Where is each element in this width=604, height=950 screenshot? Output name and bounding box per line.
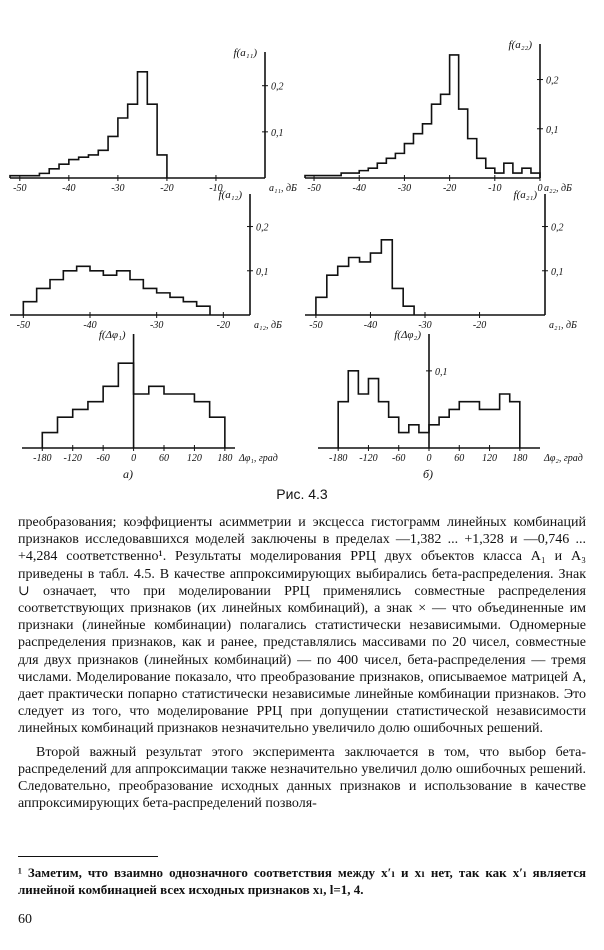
histogram-a11-y-tick-label-1: 0,2	[271, 81, 284, 93]
histogram-dphi1-y-label: f(Δφ₁)	[98, 329, 126, 341]
histogram-a21-y-tick-label-1: 0,2	[551, 222, 564, 234]
histogram-a11-group	[10, 47, 297, 194]
histogram-a21-y-tick-label-0: 0,1	[551, 266, 564, 278]
figure-caption: Рис. 4.3	[276, 486, 328, 502]
histogram-dphi1-x-tick-label-5: 120	[186, 453, 202, 464]
histogram-a12-x-tick-label-0: -50	[16, 320, 31, 331]
histogram-dphi2-bar-9	[429, 425, 439, 448]
histogram-a21-bar-5	[370, 253, 381, 315]
histogram-a22-y-label: f(a₂₂)	[508, 39, 532, 51]
histogram-dphi2-x-tick-label-5: 120	[482, 453, 498, 464]
histogram-dphi1-x-tick-label-4: 60	[159, 453, 169, 464]
histogram-a12-y-tick-label-0: 0,1	[256, 266, 269, 278]
histogram-a21-group	[305, 189, 577, 331]
histogram-dphi2-x-tick-label-4: 60	[454, 453, 465, 464]
page-number: 60	[18, 912, 32, 927]
histogram-a22-bar-1	[341, 173, 359, 178]
histogram-a11-x-tick-label-2: -30	[111, 183, 125, 194]
histogram-a22-bar-21	[531, 173, 540, 178]
histogram-dphi1-x-label: Δφ₁, град	[239, 453, 278, 464]
histogram-a22-bar-16	[486, 168, 495, 178]
histogram-dphi1-bar-0	[42, 433, 57, 448]
histogram-dphi2-bar-0	[338, 402, 348, 448]
histogram-a12-bar-3	[63, 271, 76, 315]
histogram-a12-y-tick-label-1: 0,2	[256, 222, 269, 234]
histogram-a21-bar-8	[403, 306, 414, 315]
histogram-a22-bar-17	[495, 173, 504, 178]
histogram-a22-bar-12	[450, 55, 459, 178]
histogram-a12-bar-11	[170, 297, 183, 315]
histogram-dphi2-bar-11	[449, 409, 459, 448]
histogram-a12-bar-7	[117, 271, 130, 315]
histogram-a22-bar-4	[377, 163, 386, 178]
histogram-dphi2-x-tick-label-2: -60	[392, 453, 406, 464]
histogram-dphi2-bar-5	[389, 417, 399, 448]
histogram-dphi1-bar-9	[179, 394, 194, 448]
histogram-a22-bar-15	[477, 158, 486, 178]
histogram-dphi2-x-label: Δφ₂, град	[544, 453, 583, 464]
histogram-dphi2-bar-2	[358, 394, 368, 448]
histogram-dphi2-bar-13	[469, 402, 479, 448]
histogram-a22-x-tick-label-0: -50	[307, 183, 321, 194]
paragraph-1: преобразования; коэффициенты асимметрии и эксцесса гистограмм линейных комбинаций признаков исследовавшихся моделей заключены в пределах —1,382 ... +1,328 и —0,746 ... +4,284 соответственно¹. Результаты моделирования РРЦ двух объектов класса A₁ и A₃ приведены в табл. 4.5. В качестве аппроксимирующих выбирались бета-распределения. Знак ∪ означает, что при моделировании РРЦ применялись совместные распределения соответствующих признаков (их линейных комбинаций), а знак × — что объединенные им признаки (линейные комбинации) полагались статистически независимыми. Одномерные распределения признаков, как и ранее, представлялись массивами по 20 чисел, совместные для двух признаков (линейных комбинаций) — по 400 чисел, бета-распределения — тремя числами. Моделирование показало, что преобразование признаков, описываемое матрицей A, дает практически попарно статистически независимые линейные комбинации признаков. Это следует из того, что моделирование РРЦ при допущении статистической независимости линейных комбинаций признаков незначительно увеличило долю ошибочных решений.	[18, 515, 586, 737]
histogram-a22-bar-6	[395, 153, 404, 178]
histogram-a12-bar-2	[50, 280, 63, 315]
histogram-dphi2-bar-3	[368, 379, 378, 448]
histogram-a21-x-tick-label-0: -50	[309, 320, 323, 331]
histogram-dphi2-bar-14	[479, 409, 489, 448]
histogram-a11-y-tick-label-0: 0,1	[271, 127, 284, 139]
histogram-a22-bar-7	[404, 144, 413, 178]
histogram-a12-bar-4	[77, 266, 90, 315]
histogram-a11-x-tick-label-1: -40	[62, 183, 76, 194]
histogram-a11-bar-0	[10, 176, 39, 178]
histogram-a11-bar-13	[157, 155, 167, 178]
histogram-a21-bar-6	[381, 240, 392, 315]
histogram-a11-bar-12	[147, 104, 157, 178]
histogram-a21-bar-4	[360, 262, 371, 315]
histogram-dphi1-x-tick-label-1: -120	[63, 453, 82, 464]
histogram-a12-bar-12	[183, 302, 196, 315]
histogram-a11-bar-4	[69, 160, 79, 178]
histogram-dphi1-bar-2	[73, 409, 88, 448]
panel-label-b: б)	[422, 467, 434, 481]
histogram-a11-bar-3	[59, 164, 69, 178]
histogram-dphi1-bar-8	[164, 394, 179, 448]
histogram-dphi2-bar-15	[490, 409, 500, 448]
histogram-a22-bar-5	[386, 158, 395, 178]
histogram-a22-y-tick-label-1: 0,2	[546, 75, 559, 87]
histogram-a22-bar-20	[522, 168, 531, 178]
histogram-a21-bar-1	[327, 275, 338, 315]
histogram-a11-bar-9	[118, 118, 128, 178]
histogram-a22-x-tick-label-1: -40	[352, 183, 366, 194]
histogram-a11-x-label: a₁₁, дБ	[269, 183, 297, 194]
histogram-a12-group	[10, 189, 282, 331]
histogram-a22-x-label: a₂₂, дБ	[544, 183, 572, 194]
histogram-a11-y-label: f(a₁₁)	[233, 47, 257, 59]
histogram-a22-y-tick-label-0: 0,1	[546, 124, 559, 136]
histogram-dphi2-x-tick-label-6: 180	[512, 453, 528, 464]
histogram-a22-bar-2	[359, 171, 368, 178]
histogram-a12-bar-8	[130, 280, 143, 315]
histogram-a12-x-tick-label-2: -30	[149, 320, 164, 331]
histogram-a11-bar-10	[128, 104, 138, 178]
histogram-dphi1-bar-5	[118, 363, 133, 448]
histogram-dphi2-x-tick-label-3: 0	[426, 453, 432, 464]
histogram-a22-bar-0	[305, 176, 341, 178]
histogram-a21-x-tick-label-3: -20	[472, 320, 487, 331]
histogram-a22-group	[305, 39, 572, 194]
histogram-a12-bar-9	[143, 288, 156, 315]
histogram-dphi1-bar-7	[149, 386, 164, 448]
histogram-dphi2-bar-16	[500, 394, 510, 448]
histogram-dphi1-bar-10	[194, 402, 209, 448]
histogram-a11-bar-6	[88, 155, 98, 178]
histogram-dphi2-y-label: f(Δφ₂)	[394, 329, 421, 341]
histogram-a21-bar-7	[392, 288, 403, 315]
histogram-a11-bar-1	[39, 173, 49, 178]
footnote: ¹ Заметим, что взаимно однозначного соответствия между x′ₗ и xₗ нет, так как x′ₗ является линейной комбинацией всех исходных признаков xₗ, l=1, 4.	[18, 865, 586, 897]
histogram-a21-x-tick-label-2: -30	[418, 320, 432, 331]
histogram-a22-bar-11	[441, 94, 450, 178]
histogram-a21-bar-0	[316, 297, 327, 315]
histogram-a12-bar-1	[37, 288, 50, 315]
histogram-dphi1-bar-11	[210, 417, 225, 448]
histogram-dphi1-bar-6	[134, 394, 149, 448]
histogram-dphi2-bar-10	[439, 417, 449, 448]
histogram-a11-bar-7	[98, 150, 108, 178]
histogram-dphi2-bar-7	[409, 425, 419, 448]
histogram-a11-bar-11	[138, 72, 148, 178]
histogram-dphi2-bar-1	[348, 371, 358, 448]
histogram-a22-x-tick-label-4: -10	[488, 183, 502, 194]
histogram-dphi1-x-tick-label-3: 0	[131, 453, 137, 464]
histogram-dphi2-bar-8	[419, 433, 429, 448]
paragraph-2: Второй важный результат этого эксперимента заключается в том, что выбор бета-распределений для аппроксимации также незначительно увеличил долю ошибочных решений. Следовательно, преобразование исходных данных признаков и использование в качестве аппроксимирующих бета-распределений позволя-	[18, 744, 586, 812]
histogram-a11-bar-2	[49, 169, 59, 178]
histogram-dphi1-x-tick-label-0: -180	[33, 453, 52, 464]
histogram-a11-x-tick-label-3: -20	[160, 183, 174, 194]
histogram-dphi2-y-tick-label-0: 0,1	[435, 366, 448, 378]
histogram-dphi2-group	[318, 329, 583, 464]
histogram-dphi1-x-tick-label-2: -60	[96, 453, 110, 464]
histogram-a22-x-tick-label-5: 0	[537, 183, 543, 194]
histogram-dphi2-x-tick-label-1: -120	[359, 453, 378, 464]
histogram-a22-x-tick-label-2: -30	[397, 183, 412, 194]
histogram-dphi1-bar-1	[58, 417, 73, 448]
histogram-a11-x-tick-label-4: -10	[209, 183, 223, 194]
histogram-dphi2-bar-4	[379, 402, 389, 448]
histogram-a22-bar-10	[432, 104, 441, 178]
histogram-a12-x-tick-label-3: -20	[216, 320, 231, 331]
histogram-a22-bar-8	[413, 134, 422, 178]
histogram-a22-x-tick-label-3: -20	[442, 183, 457, 194]
histogram-a22-bar-19	[513, 173, 522, 178]
histogram-dphi1-group	[22, 329, 278, 464]
histogram-a12-bar-5	[90, 271, 103, 315]
histogram-a11-x-tick-label-0: -50	[13, 183, 27, 194]
histogram-a21-x-tick-label-1: -40	[363, 320, 378, 331]
histogram-a12-bar-6	[103, 275, 116, 315]
histogram-a21-x-label: a₂₁, дБ	[549, 320, 577, 331]
histogram-a22-bar-14	[468, 139, 477, 178]
histogram-a11-bar-8	[108, 136, 118, 178]
histogram-a12-bar-0	[23, 302, 36, 315]
histogram-a22-bar-13	[459, 109, 468, 178]
body-text	[18, 514, 586, 812]
histogram-a12-y-label: f(a₁₂)	[218, 189, 242, 201]
histogram-dphi2-x-tick-label-0: -180	[329, 453, 348, 464]
histogram-a22-bar-18	[504, 163, 513, 178]
histogram-dphi1-bar-3	[88, 402, 103, 448]
histogram-a22-bar-3	[368, 168, 377, 178]
histogram-a12-x-label: a₁₂, дБ	[254, 320, 282, 331]
histogram-a12-bar-10	[157, 293, 170, 315]
histogram-dphi2-bar-6	[399, 433, 409, 448]
histogram-dphi2-bar-12	[459, 402, 469, 448]
histogram-dphi1-x-tick-label-6: 180	[217, 453, 233, 464]
histogram-a21-bar-2	[338, 266, 349, 315]
histogram-a21-y-label: f(a₂₁)	[513, 189, 537, 201]
panel-label-a: а)	[123, 467, 133, 481]
histogram-a11-bar-5	[79, 157, 89, 178]
histogram-a22-bar-9	[423, 124, 432, 178]
histogram-dphi1-bar-4	[103, 386, 118, 448]
histogram-a12-bar-13	[197, 306, 210, 315]
histogram-a12-x-tick-label-1: -40	[83, 320, 97, 331]
histogram-dphi2-bar-17	[510, 402, 520, 448]
histogram-a21-bar-3	[349, 258, 360, 316]
footnote-divider	[18, 856, 158, 857]
